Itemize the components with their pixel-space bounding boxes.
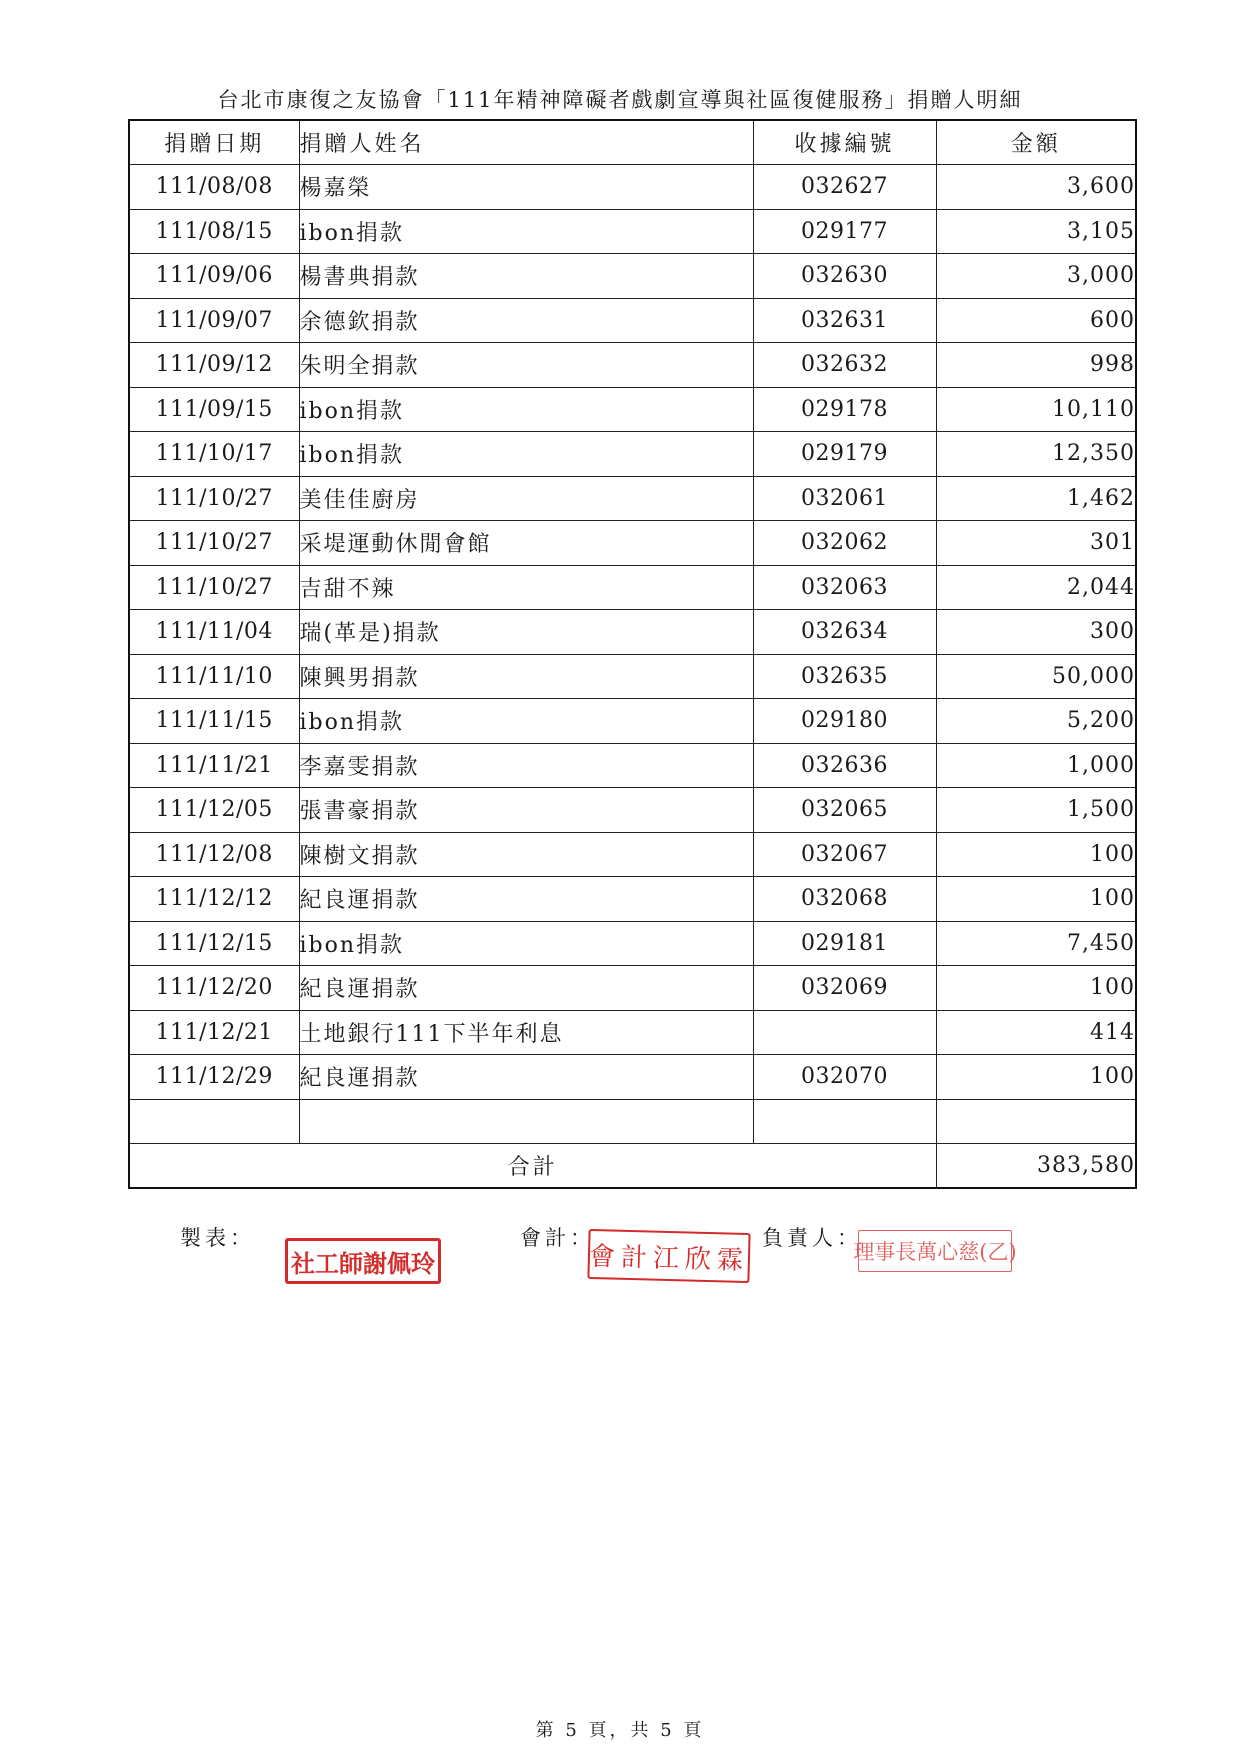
donation-amount: 600 — [936, 298, 1136, 343]
donor-name: 陳樹文捐款 — [299, 832, 753, 877]
table-row — [129, 654, 1136, 699]
donation-amount: 100 — [936, 832, 1136, 877]
donation-amount: 998 — [936, 343, 1136, 388]
donor-name: 張書豪捐款 — [299, 788, 753, 833]
table-row — [129, 209, 1136, 254]
donation-date: 111/08/15 — [129, 209, 299, 254]
donation-amount: 10,110 — [936, 387, 1136, 432]
document-title: 台北市康復之友協會「111年精神障礙者戲劇宣導與社區復健服務」捐贈人明細 — [217, 88, 1023, 112]
donation-date: 111/12/20 — [129, 966, 299, 1011]
donation-date: 111/12/12 — [129, 877, 299, 922]
donation-date: 111/12/21 — [129, 1010, 299, 1055]
receipt-number: 032069 — [753, 966, 936, 1011]
donation-date: 111/10/17 — [129, 432, 299, 477]
donation-date: 111/10/27 — [129, 565, 299, 610]
donor-table — [128, 119, 1137, 1189]
donor-name: ibon捐款 — [299, 921, 753, 966]
donation-date: 111/09/06 — [129, 254, 299, 299]
receipt-number: 032065 — [753, 788, 936, 833]
donation-amount: 414 — [936, 1010, 1136, 1055]
table-row — [129, 1099, 1136, 1144]
receipt-number: 032062 — [753, 521, 936, 566]
table-row — [129, 1055, 1136, 1100]
receipt-number: 032068 — [753, 877, 936, 922]
donor-name — [299, 1099, 753, 1144]
table-row — [129, 1010, 1136, 1055]
header-amount: 金額 — [936, 120, 1136, 165]
receipt-number: 032067 — [753, 832, 936, 877]
table-row — [129, 921, 1136, 966]
donation-date: 111/10/27 — [129, 476, 299, 521]
page-number: 第 5 頁，共 5 頁 — [535, 1720, 705, 1741]
receipt-number: 032634 — [753, 610, 936, 655]
table-row — [129, 298, 1136, 343]
donor-name: 紀良運捐款 — [299, 1055, 753, 1100]
donor-name: 瑞(革是)捐款 — [299, 610, 753, 655]
table-row — [129, 565, 1136, 610]
donor-name: 楊嘉榮 — [299, 165, 753, 210]
donor-name: 吉甜不辣 — [299, 565, 753, 610]
table-row — [129, 610, 1136, 655]
donation-amount: 5,200 — [936, 699, 1136, 744]
receipt-number: 032636 — [753, 743, 936, 788]
header-donor-name: 捐贈人姓名 — [299, 120, 753, 165]
donation-amount: 301 — [936, 521, 1136, 566]
receipt-number: 029180 — [753, 699, 936, 744]
donor-name: 余德欽捐款 — [299, 298, 753, 343]
receipt-number: 032631 — [753, 298, 936, 343]
donor-name: 采堤運動休閒會館 — [299, 521, 753, 566]
donor-name: ibon捐款 — [299, 209, 753, 254]
donor-name: 朱明全捐款 — [299, 343, 753, 388]
donation-amount: 50,000 — [936, 654, 1136, 699]
header-receipt-number: 收據編號 — [753, 120, 936, 165]
table-row — [129, 343, 1136, 388]
donor-name: ibon捐款 — [299, 387, 753, 432]
donor-name: 李嘉雯捐款 — [299, 743, 753, 788]
chair-label: 負責人： — [762, 1226, 862, 1250]
receipt-number: 032070 — [753, 1055, 936, 1100]
donation-amount: 3,600 — [936, 165, 1136, 210]
receipt-number: 029178 — [753, 387, 936, 432]
donation-date: 111/09/15 — [129, 387, 299, 432]
donation-amount: 1,462 — [936, 476, 1136, 521]
donation-amount: 2,044 — [936, 565, 1136, 610]
donation-date: 111/09/07 — [129, 298, 299, 343]
table-row — [129, 966, 1136, 1011]
table-row — [129, 877, 1136, 922]
donation-date: 111/10/27 — [129, 521, 299, 566]
receipt-number: 032627 — [753, 165, 936, 210]
donation-date: 111/11/04 — [129, 610, 299, 655]
table-row — [129, 832, 1136, 877]
receipt-number: 032061 — [753, 476, 936, 521]
donation-amount: 12,350 — [936, 432, 1136, 477]
header-date: 捐贈日期 — [129, 120, 299, 165]
receipt-number — [753, 1010, 936, 1055]
donor-name: 紀良運捐款 — [299, 877, 753, 922]
receipt-number — [753, 1099, 936, 1144]
total-label: 合計 — [129, 1144, 936, 1189]
receipt-number: 032632 — [753, 343, 936, 388]
total-amount: 383,580 — [936, 1144, 1136, 1189]
total-row — [129, 1144, 1136, 1189]
donation-date: 111/09/12 — [129, 343, 299, 388]
donation-amount: 1,500 — [936, 788, 1136, 833]
donation-amount: 7,450 — [936, 921, 1136, 966]
table-row — [129, 788, 1136, 833]
donation-date: 111/12/15 — [129, 921, 299, 966]
receipt-number: 032635 — [753, 654, 936, 699]
donation-amount: 300 — [936, 610, 1136, 655]
chair-seal: 理事長萬心慈(乙) — [858, 1230, 1012, 1272]
donation-date: 111/11/21 — [129, 743, 299, 788]
donation-date: 111/12/29 — [129, 1055, 299, 1100]
receipt-number: 029179 — [753, 432, 936, 477]
donor-name: 土地銀行111下半年利息 — [299, 1010, 753, 1055]
receipt-number: 029177 — [753, 209, 936, 254]
table-row — [129, 165, 1136, 210]
maker-label: 製表： — [180, 1226, 255, 1250]
donor-name: ibon捐款 — [299, 432, 753, 477]
donation-amount: 1,000 — [936, 743, 1136, 788]
donation-amount — [936, 1099, 1136, 1144]
receipt-number: 032063 — [753, 565, 936, 610]
donation-date: 111/11/15 — [129, 699, 299, 744]
table-row — [129, 699, 1136, 744]
donation-amount: 100 — [936, 1055, 1136, 1100]
donation-amount: 3,000 — [936, 254, 1136, 299]
donation-date: 111/11/10 — [129, 654, 299, 699]
table-row — [129, 476, 1136, 521]
table-header-row — [129, 120, 1136, 165]
receipt-number: 032630 — [753, 254, 936, 299]
donation-amount: 100 — [936, 877, 1136, 922]
receipt-number: 029181 — [753, 921, 936, 966]
donor-name: 美佳佳廚房 — [299, 476, 753, 521]
donation-date: 111/08/08 — [129, 165, 299, 210]
donor-name: ibon捐款 — [299, 699, 753, 744]
table-row — [129, 521, 1136, 566]
donation-date: 111/12/05 — [129, 788, 299, 833]
table-row — [129, 387, 1136, 432]
donation-date — [129, 1099, 299, 1144]
accountant-label: 會計： — [520, 1226, 595, 1250]
table-row — [129, 432, 1136, 477]
donor-name: 陳興男捐款 — [299, 654, 753, 699]
donor-name: 紀良運捐款 — [299, 966, 753, 1011]
donation-date: 111/12/08 — [129, 832, 299, 877]
donation-amount: 100 — [936, 966, 1136, 1011]
maker-seal: 社工師謝佩玲 — [285, 1238, 441, 1284]
table-row — [129, 254, 1136, 299]
donation-amount: 3,105 — [936, 209, 1136, 254]
accountant-seal: 會計江欣霖 — [587, 1229, 750, 1283]
donor-name: 楊書典捐款 — [299, 254, 753, 299]
table-row — [129, 743, 1136, 788]
